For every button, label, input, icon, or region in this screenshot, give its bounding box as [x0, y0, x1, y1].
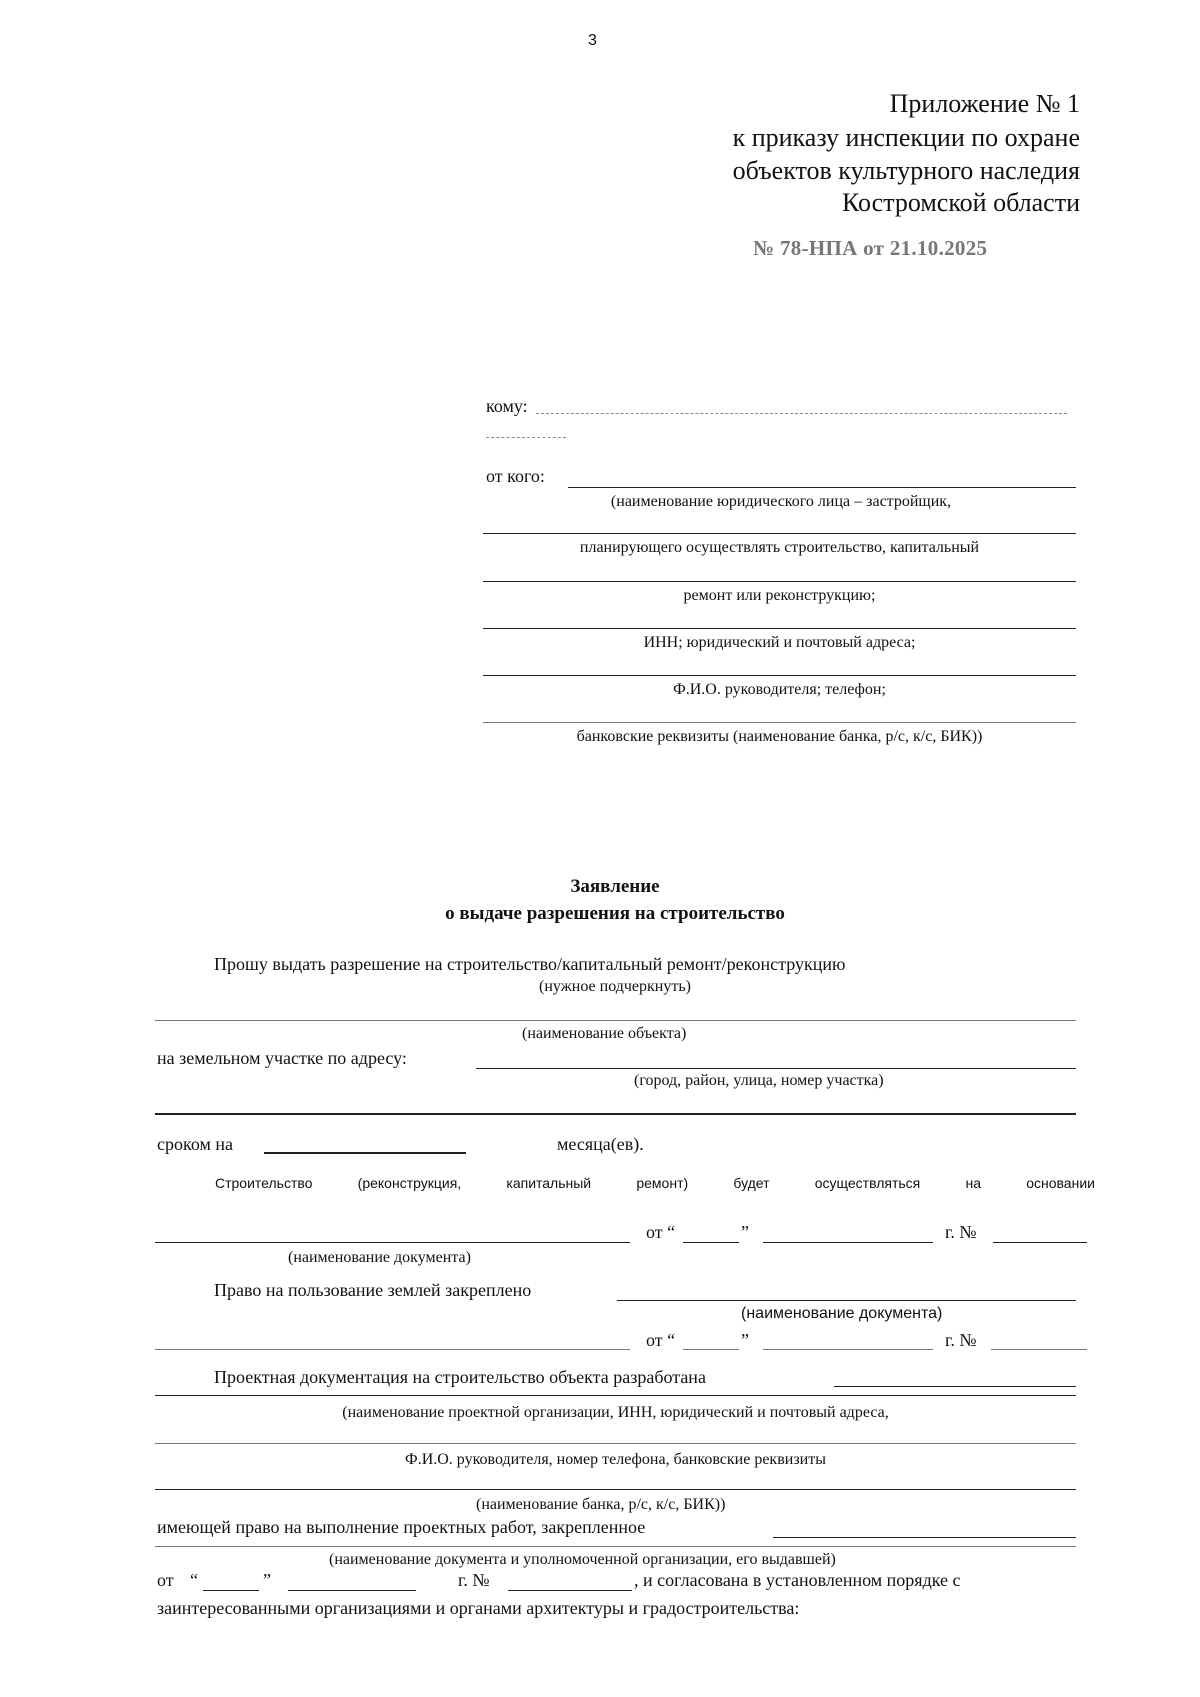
land-right-doc-line[interactable] — [155, 1349, 630, 1350]
applicant-line-3[interactable] — [483, 581, 1076, 582]
basis-word: основании — [1026, 1175, 1095, 1191]
applicant-line-6[interactable] — [483, 722, 1076, 723]
term-unit: месяца(ев). — [557, 1134, 644, 1154]
address-line-2[interactable] — [155, 1113, 1076, 1115]
project-field[interactable] — [834, 1386, 1076, 1387]
applicant-hint-5: Ф.И.О. руководителя; телефон; — [673, 681, 886, 698]
appendix-line-1: Приложение № 1 — [889, 89, 1080, 118]
basis-number-field[interactable] — [993, 1242, 1087, 1243]
project-line-3[interactable] — [155, 1489, 1076, 1490]
final-day-field[interactable] — [203, 1590, 259, 1591]
project-hint-1: (наименование проектной организации, ИНН, юридический и почтовый адреса, — [342, 1404, 889, 1421]
order-number: № 78-НПА от 21.10.2025 — [753, 236, 988, 260]
object-line[interactable] — [155, 1020, 1076, 1021]
basis-word: осуществляться — [814, 1175, 921, 1191]
final-open-quote: “ — [190, 1570, 198, 1590]
license-label: имеющей право на выполнение проектных работ, закрепленное — [157, 1517, 646, 1537]
basis-word: на — [965, 1175, 981, 1191]
applicant-line-5[interactable] — [483, 675, 1076, 676]
final-year-no: г. № — [458, 1570, 490, 1590]
applicant-hint-3: ремонт или реконструкцию; — [683, 587, 876, 604]
final-number-field[interactable] — [508, 1590, 632, 1591]
document-title: Заявление — [570, 876, 660, 897]
project-line-1[interactable] — [155, 1395, 1076, 1396]
land-quote-close: ” — [741, 1330, 749, 1350]
from-field-line[interactable] — [568, 487, 1076, 488]
object-hint: (наименование объекта) — [522, 1025, 687, 1042]
project-hint-3: (наименование банка, р/с, к/с, БИК)) — [476, 1496, 726, 1513]
basis-word: Строительство — [215, 1175, 313, 1191]
basis-date-field[interactable] — [763, 1242, 933, 1243]
address-line[interactable] — [476, 1068, 1076, 1069]
appendix-line-4: Костромской области — [841, 188, 1080, 217]
basis-word: ремонт) — [636, 1175, 689, 1191]
agreed-text: , и согласована в установленном порядке с — [634, 1570, 961, 1590]
project-line-2[interactable] — [155, 1443, 1076, 1444]
license-line[interactable] — [155, 1546, 1076, 1547]
land-right-doc-hint: (наименование документа) — [741, 1305, 943, 1322]
applicant-line-4[interactable] — [483, 628, 1076, 629]
request-hint: (нужное подчеркнуть) — [539, 978, 691, 995]
land-from-label: от “ — [646, 1330, 676, 1350]
license-field[interactable] — [773, 1537, 1076, 1538]
to-field-line[interactable] — [536, 413, 1067, 414]
basis-year-no: г. № — [945, 1222, 977, 1242]
basis-doc-line[interactable] — [155, 1242, 630, 1243]
to-field-line-2[interactable] — [486, 437, 566, 438]
land-label: на земельном участке по адресу: — [157, 1048, 407, 1068]
land-right-label: Право на пользование землей закреплено — [214, 1280, 532, 1300]
appendix-line-3: объектов культурного наследия — [732, 156, 1080, 185]
final-quote-close: ” — [263, 1570, 271, 1590]
basis-word: капитальный — [506, 1175, 592, 1191]
applicant-line-2[interactable] — [483, 533, 1076, 534]
final-from-word: от — [157, 1570, 174, 1590]
term-label: сроком на — [157, 1134, 233, 1154]
basis-day-field[interactable] — [683, 1242, 739, 1243]
basis-word: (реконструкция, — [357, 1175, 462, 1191]
from-label: от кого: — [486, 466, 545, 486]
basis-word: будет — [733, 1175, 770, 1191]
project-label: Проектная документация на строительство объекта разработана — [214, 1367, 706, 1387]
basis-doc-hint: (наименование документа) — [288, 1249, 471, 1266]
license-hint: (наименование документа и уполномоченной организации, его выдавшей) — [329, 1551, 836, 1568]
address-hint: (город, район, улица, номер участка) — [634, 1072, 884, 1089]
document-subtitle: о выдаче разрешения на строительство — [445, 903, 785, 924]
basis-row — [215, 1175, 1095, 1191]
land-day-field[interactable] — [683, 1349, 739, 1350]
term-field[interactable] — [264, 1152, 466, 1154]
project-hint-2: Ф.И.О. руководителя, номер телефона, банковские реквизиты — [405, 1451, 826, 1468]
basis-quote-close: ” — [741, 1222, 749, 1242]
last-line: заинтересованными организациями и органами архитектуры и градостроительства: — [157, 1598, 800, 1618]
to-label: кому: — [486, 396, 528, 416]
applicant-hint-2: планирующего осуществлять строительство, капитальный — [579, 539, 980, 556]
applicant-hint-4: ИНН; юридический и почтовый адреса; — [643, 634, 916, 651]
basis-from-label: от “ — [646, 1222, 676, 1242]
applicant-hint-1: (наименование юридического лица – застройщик, — [610, 493, 952, 510]
land-right-field[interactable] — [617, 1300, 1076, 1301]
land-date-field[interactable] — [763, 1349, 933, 1350]
request-text: Прошу выдать разрешение на строительство/капитальный ремонт/реконструкцию — [214, 954, 846, 974]
applicant-hint-6: банковские реквизиты (наименование банка, р/с, к/с, БИК)) — [576, 728, 983, 745]
land-year-no: г. № — [945, 1330, 977, 1350]
page-number: 3 — [588, 32, 597, 49]
appendix-line-2: к приказу инспекции по охране — [732, 123, 1080, 152]
final-date-field[interactable] — [288, 1590, 416, 1591]
land-number-field[interactable] — [991, 1349, 1087, 1350]
